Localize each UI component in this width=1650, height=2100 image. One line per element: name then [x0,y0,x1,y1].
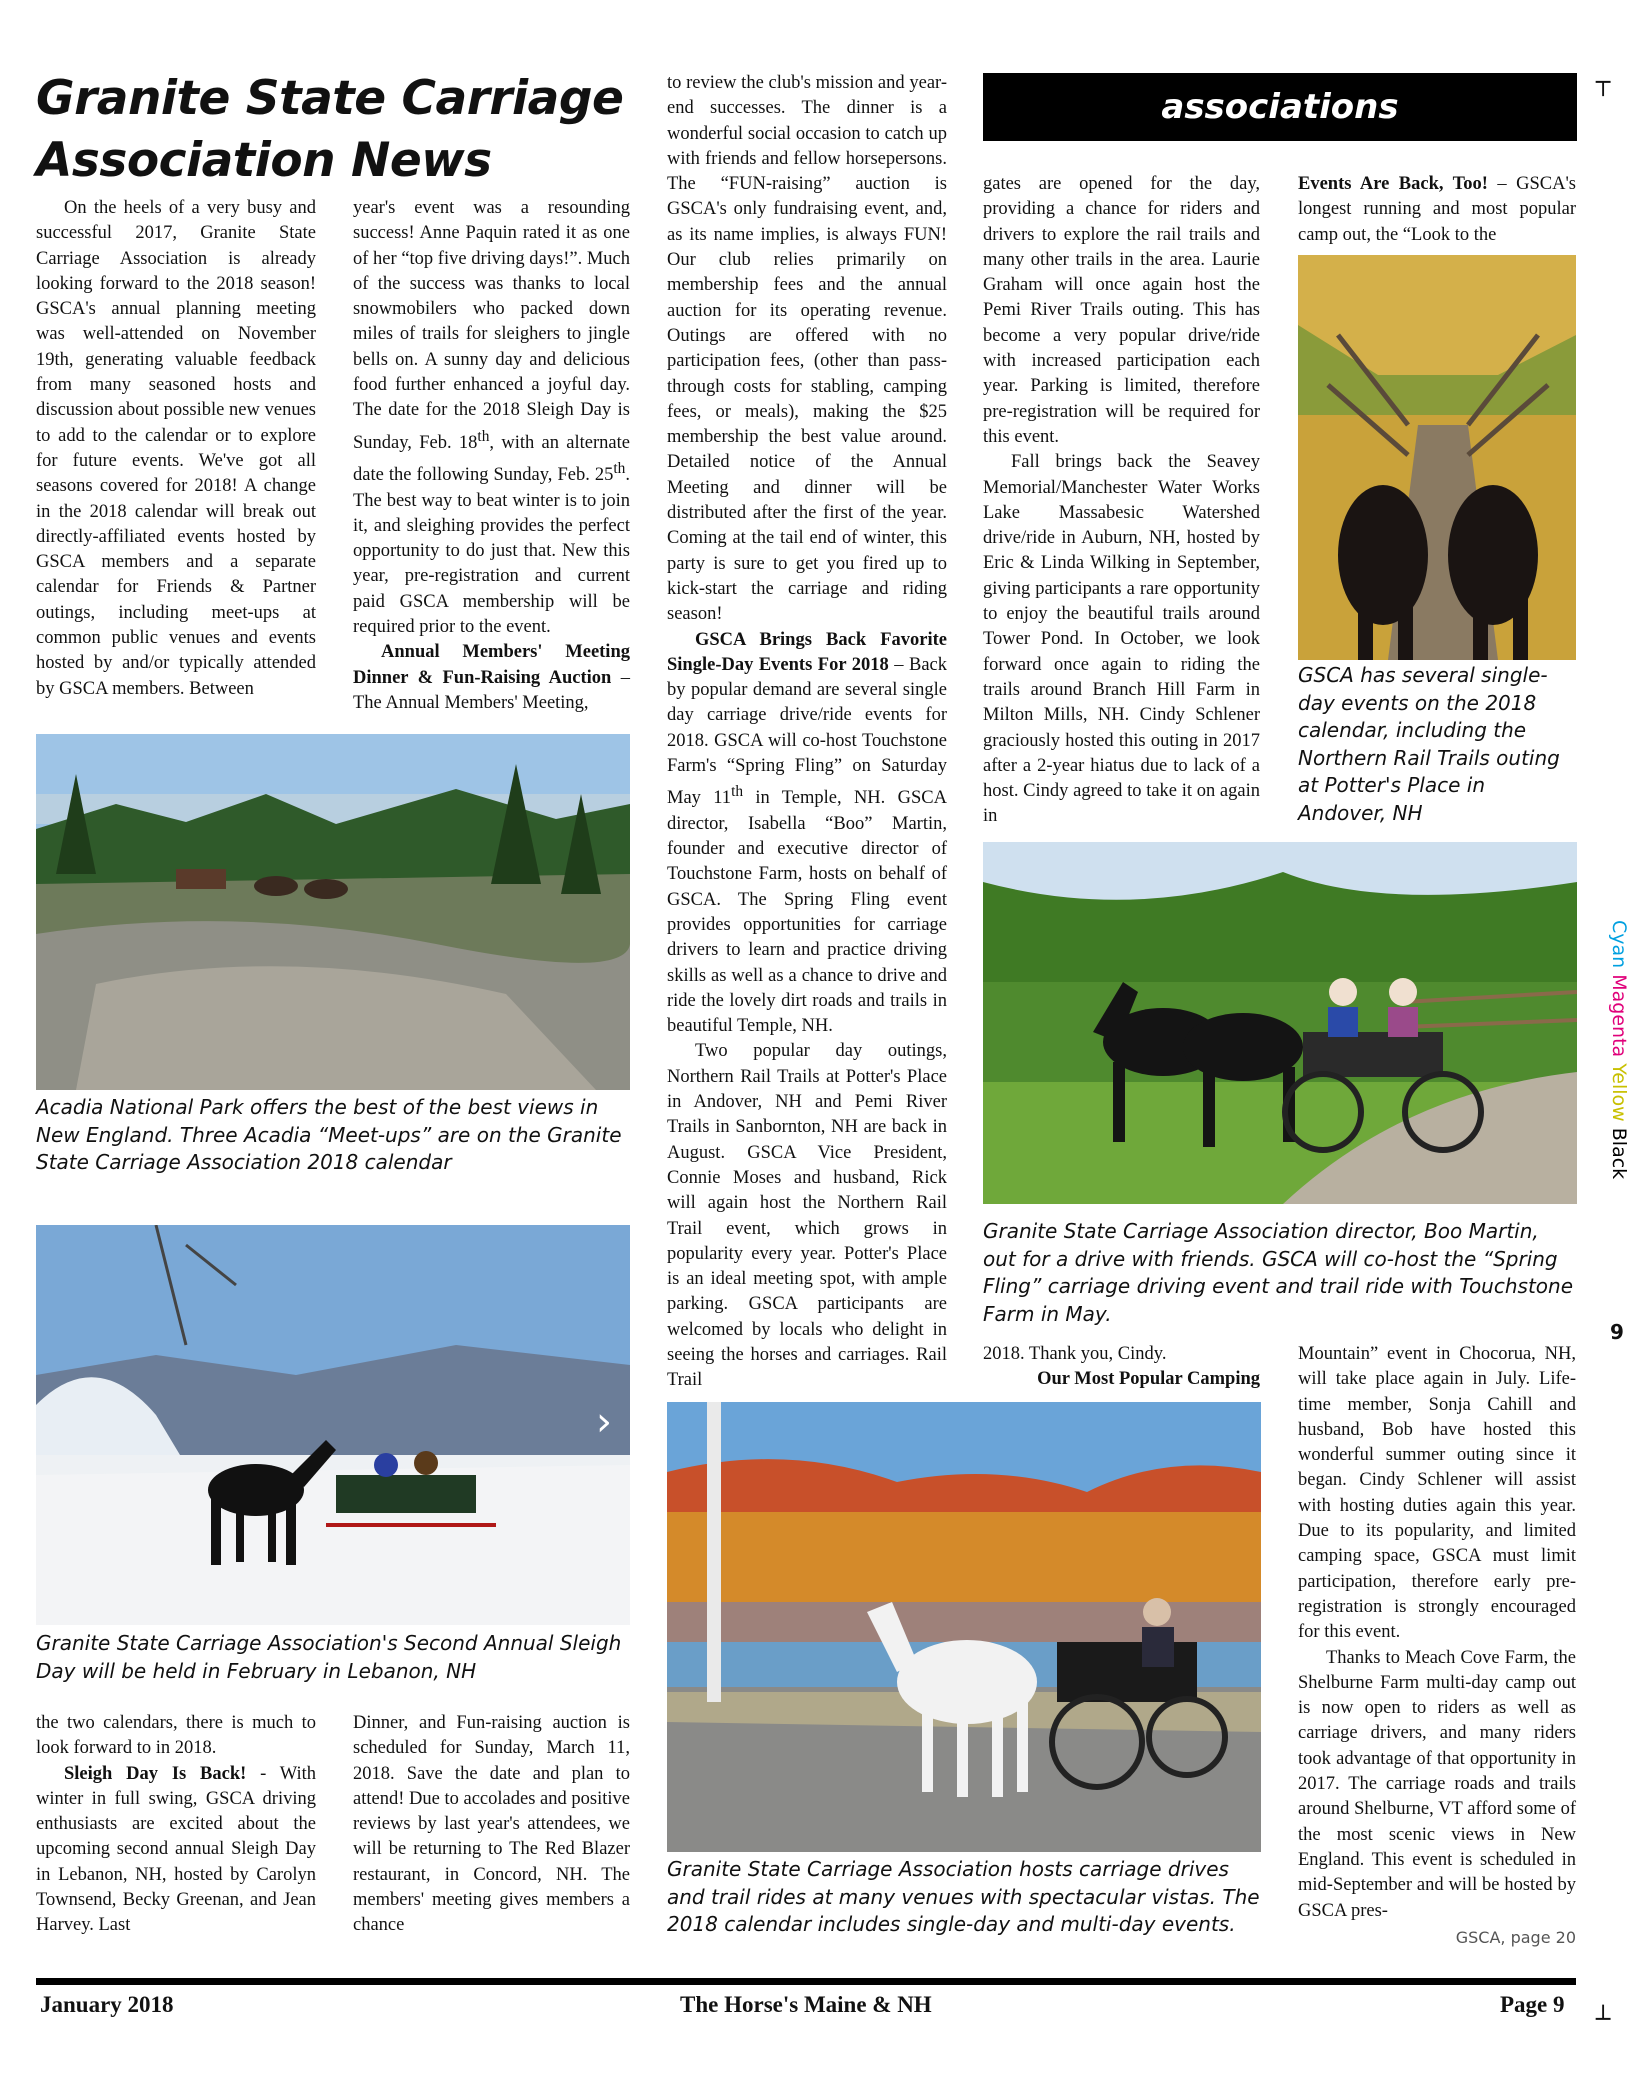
column-4-bottom [983,1342,1260,1393]
svg-text:›: › [596,1399,612,1445]
article-title [36,68,656,192]
column-1-top [36,196,316,702]
paragraph: Mountain” event in Chocorua, NH, will take place again in July. Life-time member, Sonja Cahill and husband, Bob have hosted this wonderful summer outing since it began. Cindy Schlener will assist with hosting duties again this year. Due to its popularity, and limited camping space, GSCA must limit participation, therefore early pre-registration is strongly encouraged for this event. [1298,1344,1576,1643]
sleigh-photo [36,1225,630,1625]
column-2-bottom [353,1711,630,1939]
paragraph: Dinner, and Fun-raising auction is scheduled for Sunday, March 11, 2018. Save the date and plan to attend! Due to accolades and positive reviews by last year's attendees, we will be returning to The Red Blazer restaurant, in Concord, NH. The members' meeting gives members a chance [353,1713,630,1936]
acadia-caption: Acadia National Park offers the best of the best views in New England. Three Acadia “Meet-ups” are on the Granite State Carriage Association 2018 calendar [36,1095,622,1174]
acadia-photo [36,734,630,1090]
title-line-2: Association News [36,133,492,188]
paragraph: GSCA Brings Back Favorite Single-Day Events For 2018 – Back by popular demand are several single day carriage drive/ride events for 2018. GSCA will co-host Touchstone Farm's “Spring Fling” on Saturday May 11th in Temple, NH. GSCA director, Isabella “Boo” Martin, founder and executive director of Touchstone Farm, hosts on behalf of GSCA. The Spring Fling event provides opportunities for carriage drivers to learn and practice driving skills as well as a chance to drive and ride the lovely dirt roads and trails in beautiful Temple, NH. [667,629,948,1037]
section-banner: associations [983,73,1577,141]
column-2-top [353,196,630,716]
paragraph: Events Are Back, Too! – GSCA's longest running and most popular camp out, the “Look to the [1298,174,1576,245]
subhead: Events Are Back, Too! [1298,174,1488,194]
footer-publication: The Horse's Maine & NH [680,1992,932,2017]
paragraph: the two calendars, there is much to look forward to in 2018. [36,1713,316,1759]
black-label: Black [1608,1127,1630,1180]
column-5-top [1298,172,1576,248]
crop-mark-top: ┬ [1596,68,1611,96]
title-line-1: Granite State Carriage [36,71,624,126]
bridge-caption: GSCA has several single-day events on the 2018 calendar, including the Northern Rail Trails outing at Potter's Place in Andover, NH [1298,663,1560,825]
footer-rule [36,1978,1576,1985]
paragraph: On the heels of a very busy and successful 2017, Granite State Carriage Association is already looking forward to the 2018 season! GSCA's annual planning meeting was well-attended on November 19th, generating valuable feedback from many seasoned hosts and discussion about possible new venues to add to the calendar or to explore for future events. We've got all seasons covered for 2018! A change in the 2018 calendar will break out directly-affiliated events hosted by GSCA members and a separate calendar for Friends & Partner outings, including meet-ups at common public venues and events hosted by and/or typically attended by GSCA members. Between [36,198,316,699]
column-4-top [983,172,1260,830]
paragraph: 2018. Thank you, Cindy. [983,1344,1167,1364]
paragraph: gates are opened for the day, providing a chance for riders and drivers to explore the rail trails and many other trails in the area. Laurie Graham will once again host the Pemi River Trails outing. This has become a very popular drive/ride with increased participation each year. Parking is limited, therefore pre-registration will be required for this event. [983,174,1260,447]
color-bar [1608,920,1630,1179]
subhead: Sleigh Day Is Back! [64,1763,247,1784]
paragraph: Fall brings back the Seavey Memorial/Manchester Water Works Lake Massabesic Watershed drive/ride in Auburn, NH, hosted by Eric & Linda Wilking in September, giving participants a rare opportunity to enjoy the beautiful trails around Tower Pond. In October, we look forward once again to riding the trails around Branch Hill Farm in Milton Mills, NH. Cindy Schlener graciously hosted this outing in 2017 after a 2-year hiatus due to lack of a host. Cindy agreed to take it on again in [983,452,1260,827]
sleigh-caption: Granite State Carriage Association's Second Annual Sleigh Day will be held in February in Lebanon, NH [36,1631,622,1683]
bridge-photo [1298,255,1576,660]
lake-caption: Granite State Carriage Association hosts carriage drives and trail rides at many venues with spectacular vistas. The 2018 calendar includes single-day and multi-day events. [667,1857,1260,1936]
footer-page: Page 9 [1500,1992,1565,2017]
subhead: Annual Members' Meeting Dinner & Fun-Raising Auction [353,642,630,688]
paragraph: year's event was a resounding success! Anne Paquin rated it as one of her “top five driving days!”. Much of the success was thanks to local snowmobilers who packed down miles of trails for sleighers to jingle bells on. A sunny day and delicious food further enhanced a joyful day. The date for the 2018 Sleigh Day is Sunday, Feb. 18th, with an alternate date the following Sunday, Feb. 25th. The best way to beat winter is to join it, and sleighing provides the perfect opportunity to do just that. New this year, pre-registration and current paid GSCA membership will be required prior to the event. [353,198,630,638]
cyan-label: Cyan [1608,920,1630,969]
spring-fling-caption: Granite State Carriage Association director, Boo Martin, out for a drive with friends. GSCA will co-host the “Spring Fling” carriage driving event and trail ride with Touchstone Farm in May. [983,1219,1573,1326]
spring-fling-photo [983,842,1577,1204]
continued-note: GSCA, page 20 [1455,1928,1576,1947]
lake-photo [667,1402,1261,1852]
column-1-bottom [36,1711,316,1939]
column-3 [667,71,947,1394]
paragraph [983,1367,1260,1392]
column-5-bottom [1298,1342,1576,1924]
magenta-label: Magenta [1608,974,1630,1058]
yellow-label: Yellow [1608,1063,1630,1122]
crop-mark-bottom: ┴ [1596,2005,1611,2033]
paragraph: Annual Members' Meeting Dinner & Fun-Raising Auction – The Annual Members' Meeting, [353,642,630,713]
subhead: Our Most Popular Camping [1037,1369,1260,1390]
footer-date: January 2018 [40,1992,174,2017]
subhead: GSCA Brings Back Favorite Single-Day Events For 2018 [667,629,947,675]
margin-page-number: 9 [1610,1320,1624,1344]
paragraph: Thanks to Meach Cove Farm, the Shelburne Farm multi-day camp out is now open to riders as well as carriage drivers, and many riders took advantage of that opportunity in 2017. The carriage roads and trails around Shelburne, VT afford some of the most scenic views in New England. This event is scheduled in mid-September and will be hosted by GSCA pres- [1298,1647,1576,1921]
paragraph: Two popular day outings, Northern Rail Trails at Potter's Place in Andover, NH and Pemi River Trails in Sanbornton, NH are back in August. GSCA Vice President, Connie Moses and husband, Rick will again host the Northern Rail Trail event, which grows in popularity every year. Potter's Place is an ideal meeting spot, with ample parking. GSCA participants are welcomed by locals who delight in seeing the horses and carriages. Rail Trail [667,1041,947,1391]
paragraph: Sleigh Day Is Back! - With winter in full swing, GSCA driving enthusiasts are excited about the upcoming second annual Sleigh Day in Lebanon, NH, hosted by Carolyn Townsend, Becky Greenan, and Jean Harvey. Last [36,1763,317,1936]
paragraph: to review the club's mission and year-end successes. The dinner is a wonderful social occasion to catch up with friends and fellow horsepersons. The “FUN-raising” auction is GSCA's only fundraising event, and, as its name implies, is always FUN! Our club relies primarily on membership fees and the annual auction for its operating revenue. Outings are offered with no participation fees, (other than pass-through costs for stabling, camping fees, or meals), making the $25 membership the best value around. Detailed notice of the Annual Meeting and dinner will be distributed after the first of the year. Coming at the tail end of winter, this party is sure to get you fired up to kick-start the carriage and riding season! [667,73,947,625]
